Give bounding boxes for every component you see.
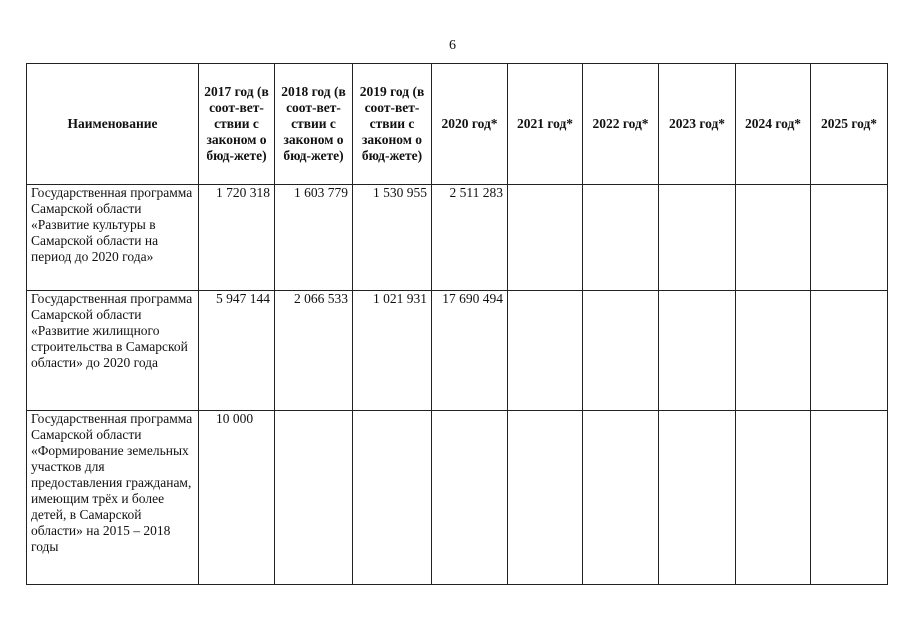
table-row (27, 411, 888, 585)
value-2025 (811, 291, 888, 411)
value-2018: 2 066 533 (275, 291, 353, 411)
value-2021 (508, 185, 583, 291)
header-2018: 2018 год (в соот-вет-ствии с законом о бюд-жете) (275, 64, 353, 185)
value-2024 (736, 411, 811, 585)
value-2017: 5 947 144 (199, 291, 275, 411)
value-2025 (811, 411, 888, 585)
budget-table (26, 63, 888, 585)
value-2021 (508, 411, 583, 585)
value-2018: 1 603 779 (275, 185, 353, 291)
value-2023 (659, 291, 736, 411)
value-2023 (659, 411, 736, 585)
program-name: Государственная программа Самарской области «Развитие культуры в Самарской области на период до 2020 года» (27, 185, 199, 291)
value-2019: 1 530 955 (353, 185, 432, 291)
value-2018 (275, 411, 353, 585)
header-name: Наименование (27, 64, 199, 185)
header-2025: 2025 год* (811, 64, 888, 185)
value-2024 (736, 185, 811, 291)
value-2024 (736, 291, 811, 411)
value-2021 (508, 291, 583, 411)
value-2022 (583, 185, 659, 291)
program-name: Государственная программа Самарской области «Развитие жилищного строительства в Самарской области» до 2020 года (27, 291, 199, 411)
value-2017: 1 720 318 (199, 185, 275, 291)
header-2021: 2021 год* (508, 64, 583, 185)
header-2020: 2020 год* (432, 64, 508, 185)
table-row (27, 291, 888, 411)
value-2017: 10 000 (199, 411, 275, 585)
header-2024: 2024 год* (736, 64, 811, 185)
program-name: Государственная программа Самарской области «Формирование земельных участков для предоставления гражданам, имеющим трёх и более детей, в Самарской области» на 2015 – 2018 годы (27, 411, 199, 585)
header-2017: 2017 год (в соот-вет-ствии с законом о бюд-жете) (199, 64, 275, 185)
page-number: 6 (449, 38, 456, 53)
value-2023 (659, 185, 736, 291)
header-2023: 2023 год* (659, 64, 736, 185)
value-2022 (583, 411, 659, 585)
value-2020: 17 690 494 (432, 291, 508, 411)
header-2022: 2022 год* (583, 64, 659, 185)
value-2020: 2 511 283 (432, 185, 508, 291)
value-2019 (353, 411, 432, 585)
header-2019: 2019 год (в соот-вет-ствии с законом о бюд-жете) (353, 64, 432, 185)
table-row (27, 185, 888, 291)
value-2020 (432, 411, 508, 585)
value-2025 (811, 185, 888, 291)
value-2022 (583, 291, 659, 411)
value-2019: 1 021 931 (353, 291, 432, 411)
header-row (27, 64, 888, 185)
